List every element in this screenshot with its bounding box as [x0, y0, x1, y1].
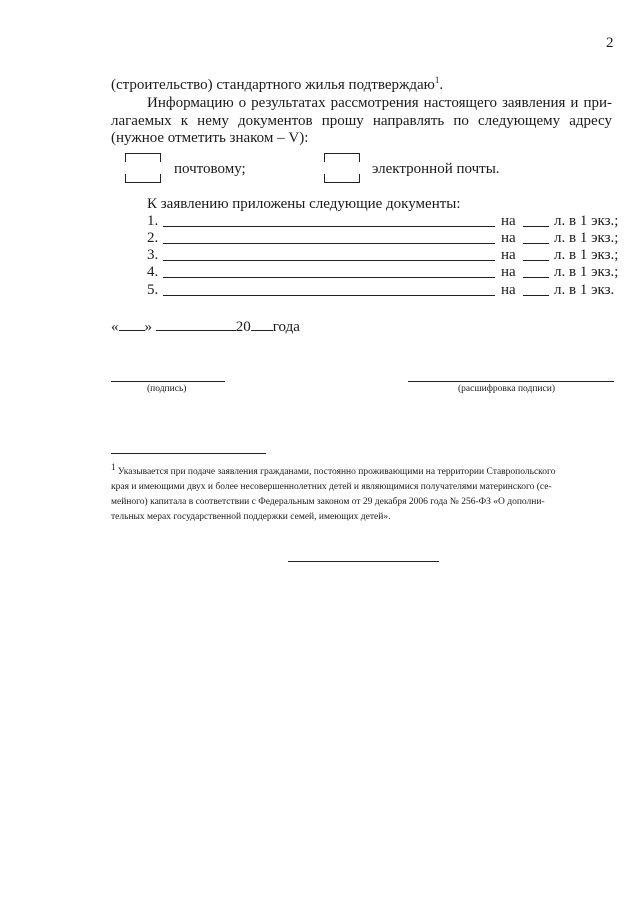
intro-line [111, 75, 443, 94]
info-line-3: (нужное отметить знаком – V): [111, 130, 309, 146]
row-number: 4. [147, 264, 159, 280]
row-number: 2. [147, 230, 159, 246]
footnote-line-3: мейного) капитала в соответствии с Федеральным законом от 29 декабря 2006 года № 256-ФЗ «О дополни- [111, 497, 545, 508]
pages-field[interactable] [523, 295, 549, 296]
row-number: 1. [147, 213, 159, 229]
copies-label: л. в 1 экз.; [554, 264, 619, 280]
copies-label: л. в 1 экз.; [554, 213, 619, 229]
na-label: на [501, 230, 516, 246]
document-row-2 [147, 230, 617, 247]
signature-caption: (подпись) [147, 384, 187, 394]
open-quote: « [111, 319, 119, 335]
signature-decode-line[interactable] [408, 381, 614, 382]
day-field[interactable] [119, 316, 145, 331]
page-number: 2 [606, 35, 614, 51]
intro-end: . [439, 77, 444, 93]
pages-field[interactable] [523, 260, 549, 261]
email-option-label: электронной почты. [372, 161, 500, 177]
na-label: на [501, 282, 516, 298]
copies-label: л. в 1 экз.; [554, 230, 619, 246]
document-row-5 [147, 282, 617, 299]
footnote-line-1: Указывается при подаче заявления гражданами, постоянно проживающими на территории Ставропольского [117, 467, 556, 478]
document-name-field[interactable] [163, 226, 495, 227]
pages-field[interactable] [523, 243, 549, 244]
footnote [111, 460, 619, 525]
month-field[interactable] [156, 316, 236, 331]
email-checkbox[interactable] [324, 153, 358, 183]
na-label: на [501, 264, 516, 280]
footnote-separator [111, 453, 266, 454]
footnote-line-2: края и имеющими двух и более несовершеннолетних детей и являющимися получателями материнского (се- [111, 482, 552, 493]
info-line-2: лагаемых к нему документов прошу направлять по следующему адресу [111, 113, 612, 129]
close-quote: » [144, 319, 152, 335]
end-separator [288, 561, 439, 562]
year-prefix: 20 [235, 319, 251, 335]
footnote-reference: 1 [434, 75, 440, 85]
pages-field[interactable] [523, 226, 549, 227]
postal-option-label: почтовому; [174, 161, 246, 177]
signature-line[interactable] [111, 381, 225, 382]
document-row-3 [147, 247, 617, 264]
postal-checkbox[interactable] [125, 153, 159, 183]
footnote-marker: 1 [111, 462, 116, 472]
document-name-field[interactable] [163, 243, 495, 244]
copies-label: л. в 1 экз. [554, 282, 615, 298]
document-row-1 [147, 213, 617, 230]
document-name-field[interactable] [163, 295, 495, 296]
footnote-line-4: тельных мерах государственной поддержки семей, имеющих детей». [111, 512, 391, 523]
signature-decode-caption: (расшифровка подписи) [458, 384, 555, 394]
na-label: на [501, 247, 516, 263]
info-line-1: Информацию о результатах рассмотрения настоящего заявления и при- [147, 95, 612, 111]
year-suffix: года [272, 319, 300, 335]
document-name-field[interactable] [163, 277, 495, 278]
copies-label: л. в 1 экз.; [554, 247, 619, 263]
na-label: на [501, 213, 516, 229]
date-line [111, 316, 300, 336]
document-name-field[interactable] [163, 260, 495, 261]
documents-heading: К заявлению приложены следующие документы: [147, 196, 461, 212]
year-field[interactable] [251, 316, 273, 331]
intro-text: (строительство) стандартного жилья подтверждаю [111, 77, 435, 93]
document-row-4 [147, 264, 617, 281]
row-number: 5. [147, 282, 159, 298]
pages-field[interactable] [523, 277, 549, 278]
row-number: 3. [147, 247, 159, 263]
